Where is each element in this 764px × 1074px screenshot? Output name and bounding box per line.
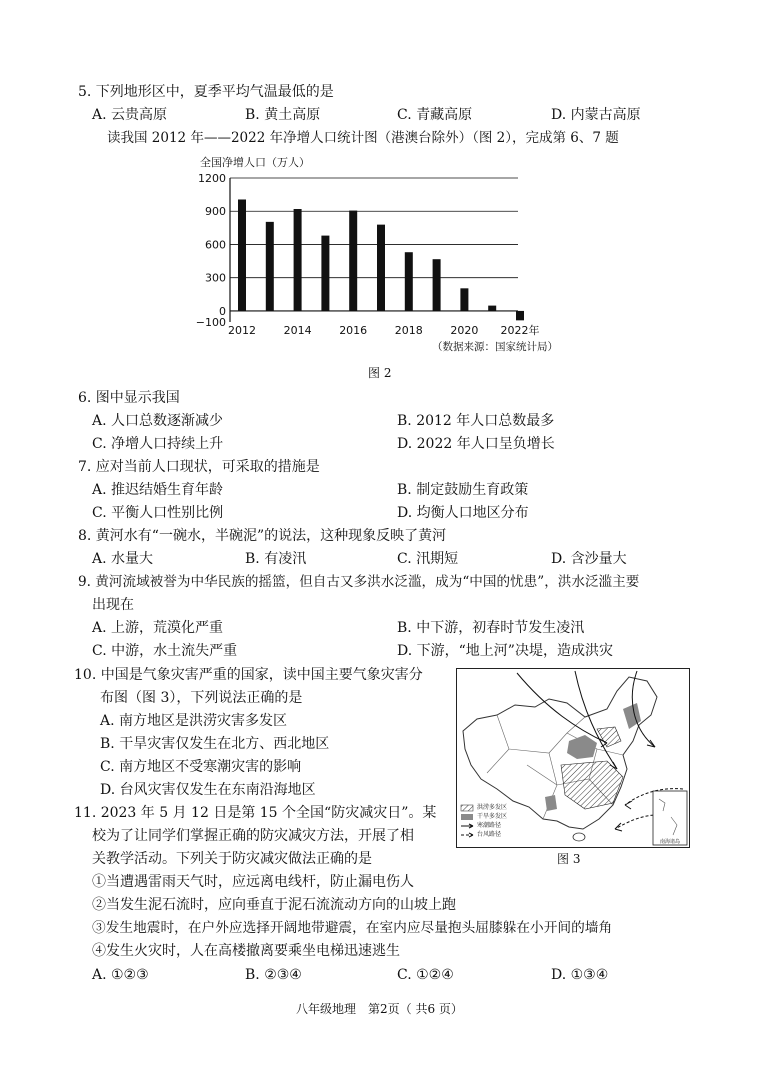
q7-stem: 7. 应对当前人口现状，可采取的措施是 [78,459,320,475]
y-tick-label: 300 [205,271,226,285]
option: B. 中下游，初春时节发生凌汛 [397,620,585,636]
bar-2016 [349,211,357,311]
legend-typhoon: 台风路径 [477,831,502,838]
option: C. 汛期短 [397,551,459,567]
legend-swatch-flood [461,805,473,811]
chart-source: （数据来源：国家统计局） [432,341,558,353]
option: C. 南方地区不受寒潮灾害的影响 [100,759,302,775]
hainan-island [573,833,585,841]
option: C. 青藏高原 [397,107,473,123]
q9-stem-cont: 出现在 [92,597,134,613]
q6-stem: 6. 图中显示我国 [78,390,180,406]
option: C. ①②④ [397,967,454,983]
q11-stem-cont: 校为了让同学们掌握正确的防灾减灾方法，开展了相 [92,828,414,844]
x-tick-label: 2022年 [500,324,540,337]
q11-stem: 11. 2023 年 5 月 12 日是第 15 个全国“防灾减灾日”。某 [74,805,437,821]
option: B. 黄土高原 [245,107,321,123]
y-tick-label: 1200 [198,172,226,185]
option: A. 南方地区是洪涝灾害多发区 [100,713,288,729]
option: B. 2012 年人口总数最多 [397,413,555,429]
chart-title: 全国净增人口（万人） [200,156,310,169]
q11-item: ②当发生泥石流时，应向垂直于泥石流流动方向的山坡上跑 [92,897,456,913]
q11-item: ③发生地震时，在户外应选择开阔地带避震，在室内应尽量抱头屈膝躲在小开间的墙角 [92,920,613,936]
q11-item: ①当遭遇雷雨天气时，应远离电线杆，防止漏电伤人 [92,874,414,890]
q5-stem: 5. 下列地形区中，夏季平均气温最低的是 [78,84,334,100]
fig2-intro: 读我国 2012 年——2022 年净增人口统计图（港澳台除外）（图 2），完成第 6、7 题 [107,130,619,146]
option: A. 水量大 [92,551,154,567]
q10-stem-cont: 布图（图 3），下列说法正确的是 [100,690,303,706]
bar-2022 [516,311,524,320]
china-map-illustration [457,669,689,847]
option: B. 有凌汛 [245,551,307,567]
south-china-sea-inset [653,791,687,845]
x-tick-label: 2012 [228,324,256,337]
option: C. 平衡人口性别比例 [92,505,224,521]
fig2-caption: 图 2 [368,366,392,380]
option: D. 均衡人口地区分布 [397,505,529,521]
option: A. ①②③ [92,967,149,983]
x-tick-label: 2016 [339,324,368,337]
bar-2012 [238,199,246,310]
y-tick-label: 600 [205,238,226,252]
y-tick-label: 0 [219,304,226,318]
bar-2018 [405,252,413,311]
option: A. 人口总数逐渐减少 [92,413,224,429]
legend-cold-wave: 寒潮路径 [477,822,502,829]
option: D. 台风灾害仅发生在东南沿海地区 [100,782,316,798]
option: A. 上游，荒漠化严重 [92,620,224,636]
y-tick-label: −100 [195,316,226,329]
option: B. 干旱灾害仅发生在北方、西北地区 [100,736,330,752]
x-tick-label: 2014 [283,324,312,337]
bar-2019 [433,259,441,311]
option: B. ②③④ [245,967,302,983]
inset-label: 南海诸岛 [659,839,681,845]
bar-2014 [294,209,302,311]
q11-item: ④发生火灾时，人在高楼撤离要乘坐电梯迅速逃生 [92,943,400,959]
drought-area [545,795,557,811]
option: C. 中游，水土流失严重 [92,643,238,659]
q11-stem-cont: 关教学活动。下列关于防灾减灾做法正确的是 [92,851,372,867]
q10-stem: 10. 中国是气象灾害严重的国家，读中国主要气象灾害分 [74,667,423,683]
bar-2021 [488,306,496,311]
disaster-map [456,668,690,848]
population-growth-chart [190,152,580,362]
legend-swatch-drought [461,814,473,820]
bar-2017 [377,225,385,311]
legend-flood: 洪涝多发区 [477,804,508,811]
option: A. 云贵高原 [92,107,168,123]
x-tick-label: 2020 [450,324,479,337]
legend-drought: 干旱多发区 [477,813,508,820]
q9-stem: 9. 黄河流域被誉为中华民族的摇篮，但自古又多洪水泛滥，成为“中国的忧患”，洪水泛滥主要 [78,574,640,590]
option: C. 净增人口持续上升 [92,436,224,452]
fig3-caption: 图 3 [557,852,581,866]
bar-2015 [321,236,329,311]
option: D. ①③④ [551,967,609,983]
option: D. 内蒙古高原 [551,107,641,123]
y-tick-label: 900 [205,205,226,219]
page-footer: 八年级地理 第2页（ 共6 页） [296,1002,463,1016]
option: D. 2022 年人口呈负增长 [397,436,555,452]
option: A. 推迟结婚生育年龄 [92,482,224,498]
bar-2013 [266,222,274,311]
bar-2020 [460,288,468,311]
option: B. 制定鼓励生育政策 [397,482,529,498]
option: D. 含沙量大 [551,551,627,567]
q8-stem: 8. 黄河水有“一碗水，半碗泥”的说法，这种现象反映了黄河 [78,528,447,544]
x-tick-label: 2018 [394,324,423,337]
option: D. 下游，“地上河”决堤，造成洪灾 [397,643,613,659]
